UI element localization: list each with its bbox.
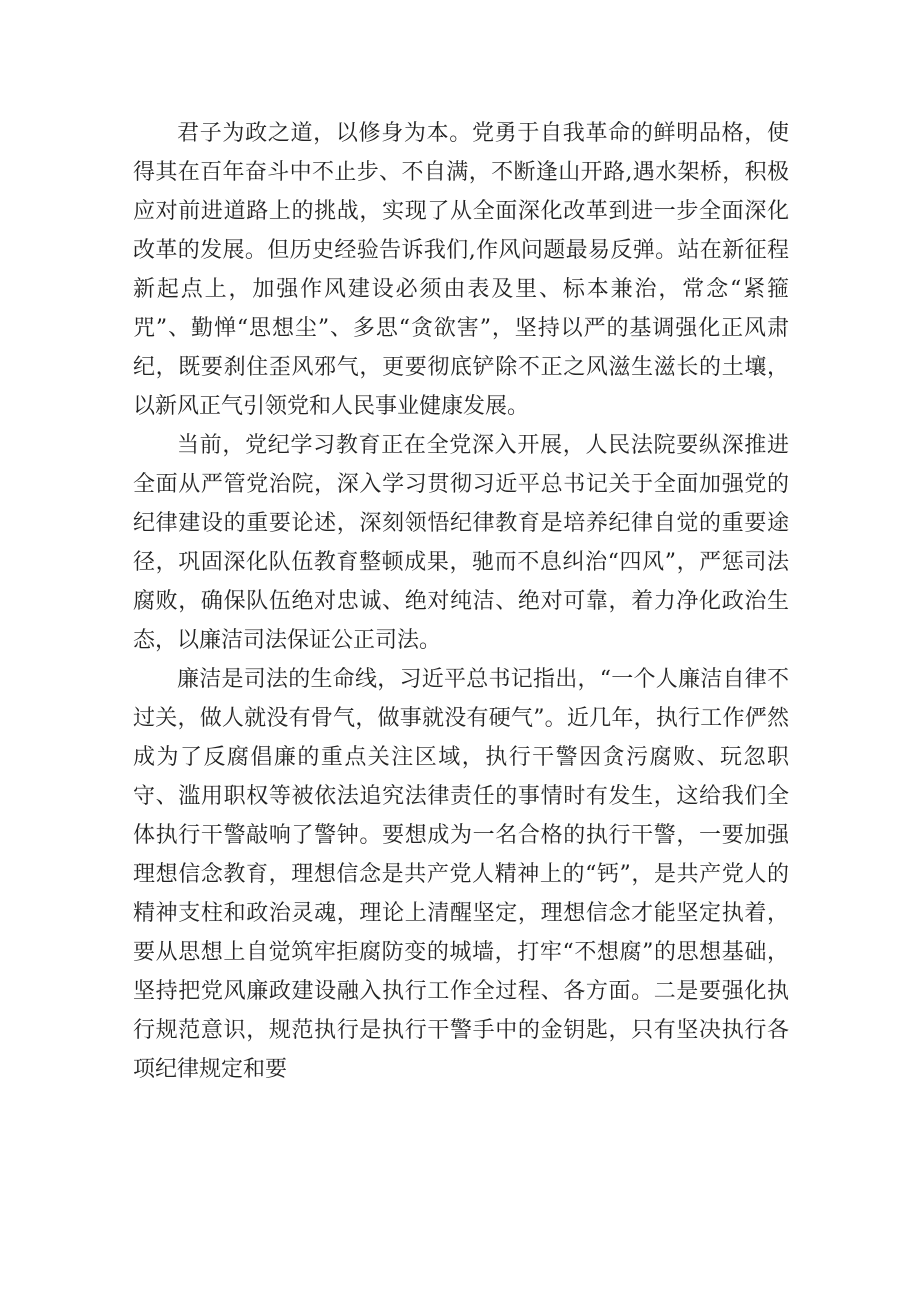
- paragraph-3: 廉洁是司法的生命线，习近平总书记指出，“一个人廉洁自律不过关，做人就没有骨气，做事就没有硬气”。近几年，执行工作俨然成为了反腐倡廉的重点关注区域，执行干警因贪污腐败、玩忽职守、滥用职权等被依法追究法律责任的事情时有发生，这给我们全体执行干警敲响了警钟。要想成为一名合格的执行干警，一要加强理想信念教育，理想信念是共产党人精神上的“钙”，是共产党人的精神支柱和政治灵魂，理论上清醒坚定，理想信念才能坚定执着，要从思想上自觉筑牢拒腐防变的城墙，打牢“不想腐”的思想基础，坚持把党风廉政建设融入执行工作全过程、各方面。二是要强化执行规范意识，规范执行是执行干警手中的金钥匙，只有坚决执行各项纪律规定和要: [133, 667, 789, 1082]
- paragraph-1: 君子为政之道，以修身为本。党勇于自我革命的鲜明品格，使得其在百年奋斗中不止步、不自满，不断逢山开路,遇水架桥，积极应对前进道路上的挑战，实现了从全面深化改革到进一步全面深化改革的发展。但历史经验告诉我们,作风问题最易反弹。站在新征程新起点上，加强作风建设必须由表及里、标本兼治，常念“紧箍咒”、勤惮“思想尘”、多思“贪欲害”，坚持以严的基调强化正风肃纪，既要刹住歪风邪气，更要彻底铲除不正之风滋生滋长的土壤，以新风正气引领党和人民事业健康发展。: [133, 121, 789, 419]
- document-body: [133, 114, 789, 1089]
- paragraph-2: 当前，党纪学习教育正在全党深入开展，人民法院要纵深推进全面从严管党治院，深入学习贯彻习近平总书记关于全面加强党的纪律建设的重要论述，深刻领悟纪律教育是培养纪律自觉的重要途径，巩固深化队伍教育整顿成果，驰而不息纠治“四风”，严惩司法腐败，确保队伍绝对忠诚、绝对纯洁、绝对可靠，着力净化政治生态，以廉洁司法保证公正司法。: [133, 433, 789, 653]
